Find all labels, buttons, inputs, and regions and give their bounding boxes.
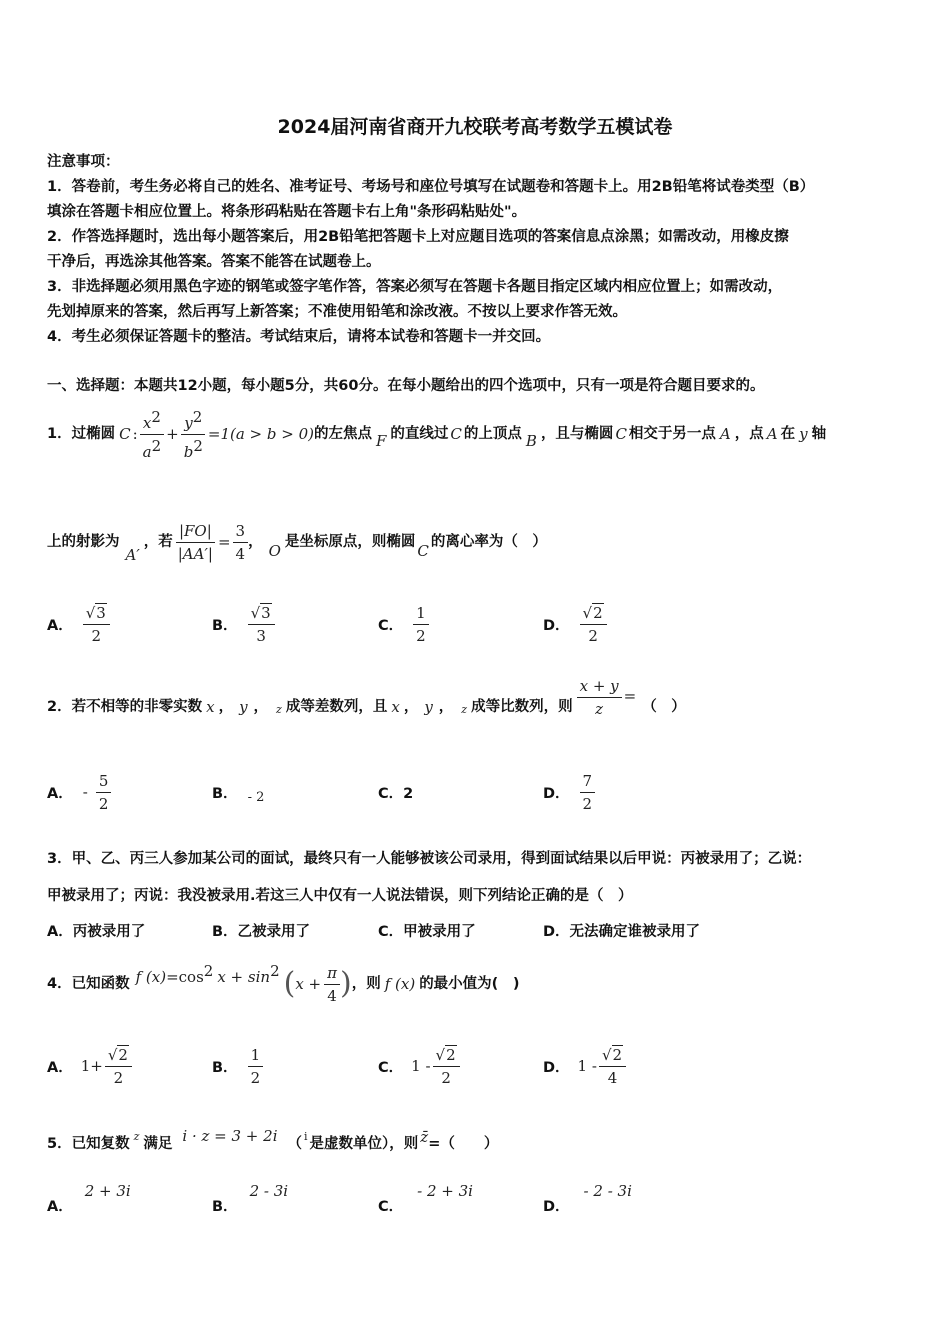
ellipse-x-term: $\frac{x^2}{a^2}$ (140, 408, 165, 461)
q1-option-A[interactable] (47, 600, 110, 648)
q1-option-B[interactable] (212, 600, 275, 648)
q2-text-7: 成等比数列，则 (471, 699, 573, 715)
option-value: 2 - 3i (249, 1182, 289, 1200)
equals-sign: = (217, 533, 231, 551)
sqrt-icon: √ (107, 1045, 118, 1064)
q4-option-B[interactable] (212, 1040, 263, 1092)
x-plus: x + (295, 975, 322, 993)
q2-text-5: ， (403, 699, 419, 715)
y-var: y (184, 413, 193, 432)
pi-over-4 (324, 964, 340, 1005)
symbol-C: C (450, 425, 462, 443)
colon: : (132, 425, 138, 443)
symbol-C-2: C (615, 425, 627, 443)
imag-unit: i (304, 1130, 308, 1143)
q1-text-8: 在 (780, 426, 796, 442)
option-prefix: 1+ (80, 1057, 103, 1075)
ratio-numerator: |FO| (176, 522, 215, 543)
q2-fraction (577, 677, 622, 718)
question-2-line (47, 676, 686, 732)
denominator: 2 (91, 626, 102, 645)
radicand: 2 (612, 1045, 623, 1064)
plus-sign: + (166, 425, 179, 443)
sqrt-icon: √ (250, 603, 261, 622)
z-conjugate: z̄ (420, 1128, 429, 1146)
denominator: 2 (582, 794, 593, 813)
q5-option-D[interactable] (543, 1178, 632, 1218)
ratio-fraction (175, 522, 216, 563)
q2-option-A[interactable] (47, 768, 111, 816)
q4-text-2: ，则 (351, 976, 381, 992)
radicand: 3 (96, 603, 106, 622)
question-4-line (47, 958, 519, 1010)
section-heading: 一、选择题：本题共12小题，每小题5分，共60分。在每小题给出的四个选项中，只有一项是符合题目要求的。 (47, 378, 765, 394)
notice-item-1-line-1: 1．答卷前，考生务必将自己的姓名、准考证号、考场号和座位号填写在试题卷和答题卡上。用2B铅笔将试卷类型（B） (47, 179, 815, 195)
var-z: z (276, 703, 282, 716)
notice-item-3-line-2: 先划掉原来的答案，然后再写上新答案；不准使用铅笔和涂改液。不按以上要求作答无效。 (47, 304, 627, 320)
q1-text-10: 上的射影为 (47, 534, 120, 550)
option-value (96, 772, 112, 813)
var-z-2: z (461, 703, 468, 716)
x-var: x (142, 413, 152, 432)
notice-heading: 注意事项： (47, 154, 120, 170)
notice-item-2-line-2: 干净后，再选涂其他答案。答案不能答在试题卷上。 (47, 254, 381, 270)
notice-item-1-line-2: 填涂在答题卡相应位置上。将条形码粘贴在答题卡右上角"条形码粘贴处"。 (47, 204, 527, 220)
numerator: 1 (248, 1046, 264, 1067)
question-3-line-1: 3．甲、乙、丙三人参加某公司的面试，最终只有一人能够被该公司录用，得到面试结果以后甲说：丙被录用了；乙说： (47, 851, 812, 867)
q2-text-1: 2．若不相等的非零实数 (47, 699, 203, 715)
option-label: B． (212, 617, 238, 634)
q2-option-B[interactable] (212, 768, 264, 816)
function-f: f (x) (135, 968, 167, 986)
left-paren: ( (283, 966, 296, 1001)
option-label: B． (212, 1059, 238, 1076)
exponent: 2 (203, 962, 214, 980)
ratio-value (233, 522, 249, 563)
var-y: y (239, 698, 248, 716)
option-value: 2 + 3i (84, 1182, 131, 1200)
question-5-line (47, 1124, 498, 1164)
q4-text-3: 的最小值为( ) (419, 976, 520, 992)
option-value (248, 1046, 264, 1087)
q1-option-D[interactable] (543, 600, 607, 648)
option-label: A． (47, 785, 73, 802)
symbol-y-axis: y (799, 425, 808, 443)
q3-option-C[interactable]: C．甲被录用了 (378, 924, 476, 940)
numerator: 7 (580, 772, 596, 793)
numerator: x + y (577, 677, 622, 698)
ellipse-rhs: =1(a > b > 0) (207, 425, 314, 443)
denominator: 2 (416, 626, 426, 645)
symbol-B: B (525, 432, 537, 450)
minus-sign: - (82, 783, 88, 801)
numerator: 5 (96, 772, 112, 793)
option-value (580, 604, 607, 645)
sqrt-icon: √ (582, 603, 593, 622)
var-x-2: x (391, 698, 400, 716)
denominator: 4 (327, 986, 337, 1005)
question-3-line-2: 甲被录用了；丙说：我没被录用.若这三人中仅有一人说法错误，则下列结论正确的是（ ） (47, 888, 633, 904)
q5-option-A[interactable] (47, 1178, 131, 1218)
radicand: 3 (261, 603, 271, 622)
q1-text-6: 相交于另一点 (628, 426, 716, 442)
equation: i · z = 3 + 2i (182, 1127, 278, 1145)
option-label: A． (47, 1198, 73, 1215)
equals-sign: = (623, 687, 637, 705)
q4-option-A[interactable] (47, 1040, 132, 1092)
denominator: 2 (588, 626, 598, 645)
q4-text-1: 4．已知函数 (47, 976, 130, 992)
q1-text-13: 是坐标原点，则椭圆 (284, 534, 416, 550)
q5-option-C[interactable] (378, 1178, 473, 1218)
function-f-2: f (x) (384, 975, 416, 993)
symbol-A-prime: A′ (125, 546, 140, 564)
symbol-A: A (719, 425, 731, 443)
radicand: 2 (118, 1045, 128, 1064)
option-label: C．2 (378, 785, 414, 802)
option-label: D． (543, 1198, 570, 1215)
right-paren: ) (339, 966, 352, 1001)
option-value (248, 604, 275, 645)
q1-text-14: 的离心率为（ ） (430, 534, 547, 550)
option-label: D． (543, 785, 570, 802)
denominator: 3 (256, 626, 266, 645)
ratio-value-num: 3 (233, 522, 249, 543)
q4-option-C[interactable] (378, 1040, 460, 1092)
option-value: - 2 - 3i (583, 1182, 632, 1200)
q1-text-3: 的直线过 (390, 426, 449, 442)
denominator: 2 (441, 1068, 451, 1087)
q1-text-5: ，且与椭圆 (540, 426, 614, 442)
exponent-2: 2 (270, 962, 280, 980)
option-value (433, 1046, 460, 1087)
q2-text-8: （ ） (642, 699, 686, 715)
denominator: 2 (98, 794, 109, 813)
var-x: x (206, 698, 215, 716)
q2-option-D[interactable] (543, 768, 595, 816)
numerator: 1 (413, 604, 429, 625)
a-var: a (142, 442, 152, 461)
sin-term: x + sin (217, 968, 271, 986)
q5-text-5: =（ ） (428, 1136, 499, 1152)
denominator: 2 (113, 1068, 124, 1087)
q1-text-4: 的上顶点 (463, 426, 522, 442)
symbol-O: O (268, 542, 281, 560)
option-label: B． (212, 1198, 238, 1215)
q4-option-D[interactable] (543, 1040, 626, 1092)
option-prefix: 1 - (577, 1057, 597, 1075)
option-label: D． (543, 617, 570, 634)
numerator: π (324, 964, 340, 985)
b-var: b (183, 442, 194, 461)
ellipse-y-term: $\frac{y^2}{b^2}$ (181, 408, 206, 461)
option-value (599, 1046, 626, 1087)
option-value (413, 604, 429, 645)
notice-item-3-line-1: 3．非选择题必须用黑色字迹的钢笔或签字笔作答，答案必须写在答题卡各题目指定区域内相应位置上；如需改动， (47, 279, 783, 295)
option-label: A． (47, 617, 73, 634)
symbol-A-2: A (766, 425, 778, 443)
notice-item-4: 4．考生必须保证答题卡的整洁。考试结束后，请将本试卷和答题卡一并交回。 (47, 329, 551, 345)
sqrt-icon: √ (85, 603, 96, 622)
q5-text-1: 5．已知复数 (47, 1136, 130, 1152)
cos-term: =cos (166, 968, 204, 986)
q2-text-6: ， (438, 699, 454, 715)
denominator: 4 (607, 1068, 618, 1087)
radicand: 2 (446, 1045, 456, 1064)
q5-option-B[interactable] (212, 1178, 288, 1218)
ellipse-symbol: C (119, 425, 131, 443)
var-y-2: y (424, 698, 433, 716)
sqrt-icon: √ (435, 1045, 446, 1064)
option-label: C． (378, 617, 404, 634)
q1-text-11: ，若 (143, 534, 173, 550)
q1-text-2: 的左焦点 (314, 426, 372, 442)
q3-option-A[interactable]: A．丙被录用了 (47, 924, 146, 940)
q3-option-B[interactable]: B．乙被录用了 (212, 924, 311, 940)
q1-option-C[interactable] (378, 600, 429, 648)
q2-option-C[interactable] (378, 768, 413, 816)
symbol-C-3: C (417, 542, 429, 560)
q5-text-2: 满足 (143, 1136, 173, 1152)
ratio-denominator: |AA′| (177, 544, 213, 563)
denominator: 2 (250, 1068, 261, 1087)
q2-text-2: ， (218, 699, 234, 715)
focus-F: F (376, 432, 387, 450)
q1-text-1: 1．过椭圆 (47, 426, 116, 442)
var-z: z (133, 1130, 140, 1143)
sqrt-icon: √ (601, 1045, 612, 1064)
q1-text-7: ，点 (734, 426, 764, 442)
question-1-line-2 (47, 512, 547, 572)
page-title: 2024届河南省商开九校联考高考数学五模试卷 (277, 116, 673, 138)
option-value (83, 604, 110, 645)
q1-text-9: 轴 (811, 426, 827, 442)
option-label: C． (378, 1198, 404, 1215)
q5-text-3: （ (287, 1136, 302, 1152)
option-label: B． (212, 785, 238, 802)
option-value (105, 1046, 132, 1087)
option-prefix: 1 - (411, 1057, 431, 1075)
q1-text-12: ， (248, 534, 263, 550)
option-label: D． (543, 1059, 570, 1076)
q2-text-3: ， (253, 699, 269, 715)
denominator: z (595, 699, 604, 718)
option-value (580, 772, 596, 813)
option-label: A． (47, 1059, 73, 1076)
radicand: 2 (593, 603, 603, 622)
q5-text-4: 是虚数单位），则 (309, 1136, 419, 1152)
option-value: - 2 + 3i (417, 1182, 473, 1200)
option-value: - 2 (247, 789, 265, 805)
option-label: C． (378, 1059, 404, 1076)
q2-text-4: 成等差数列，且 (285, 699, 388, 715)
q3-option-D[interactable]: D．无法确定谁被录用了 (543, 924, 701, 940)
ratio-value-den: 4 (235, 544, 246, 563)
question-1-line-1 (47, 407, 827, 461)
notice-item-2-line-1: 2．作答选择题时，选出每小题答案后，用2B铅笔把答题卡上对应题目选项的答案信息点涂黑；如需改动，用橡皮擦 (47, 229, 789, 245)
